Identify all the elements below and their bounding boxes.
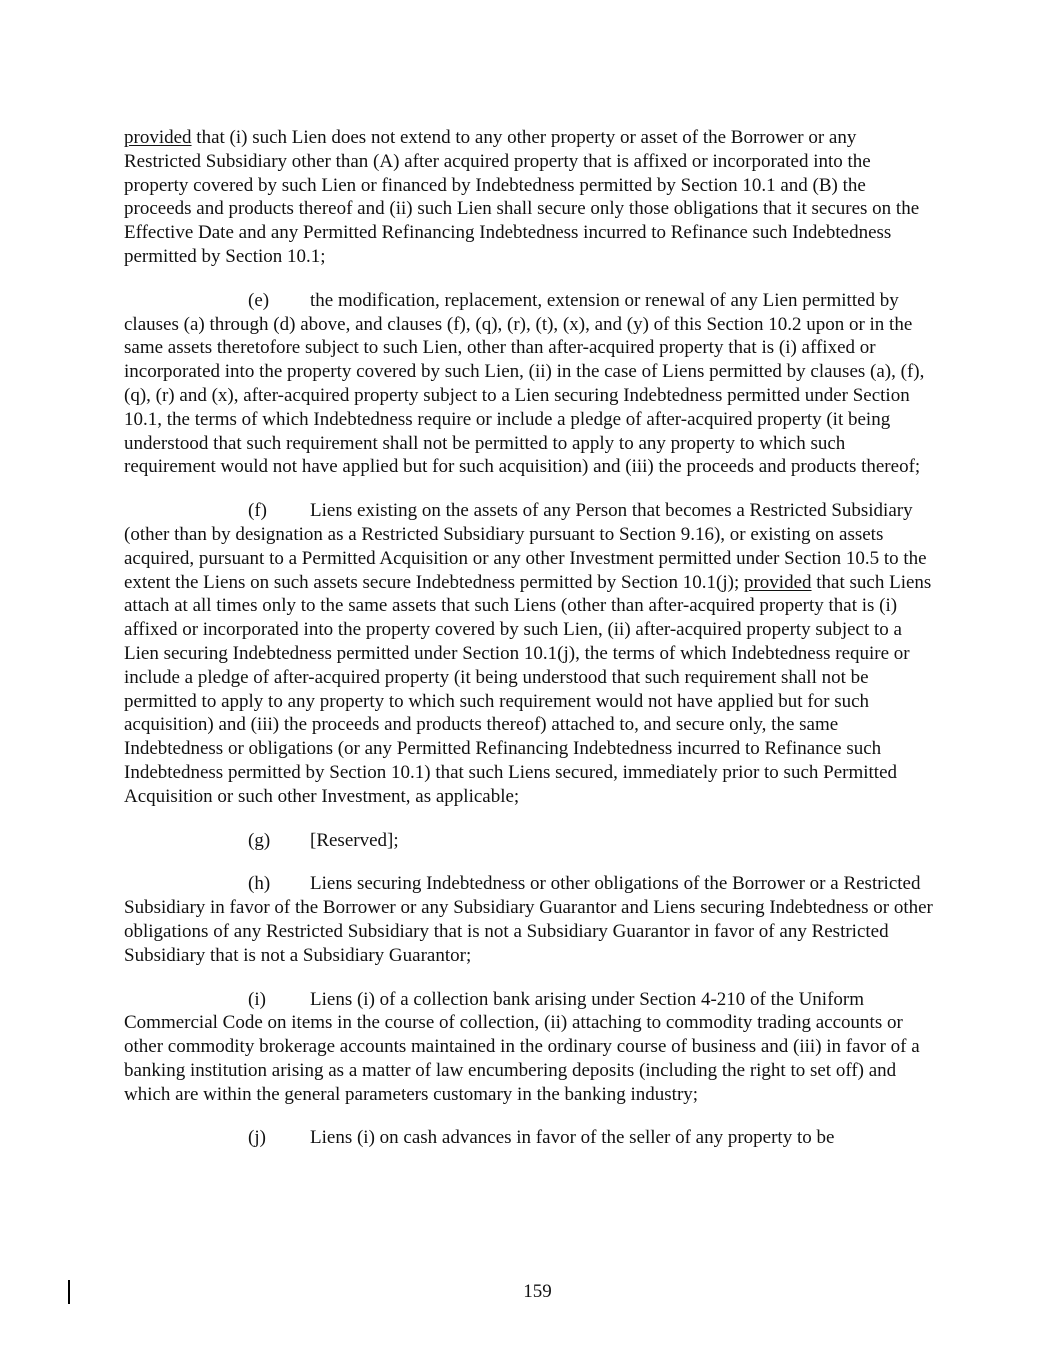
clause-label: (i) (248, 988, 266, 1010)
paragraph-text: that (i) such Lien does not extend to any other property or asset of the Borrower or any Restricted Subsidiary other than (A) after acquired property that is affixed or incorporated into the property covered by such Lien or financed by Indebtedness permitted by Section 10.1 and (B) the proceeds and products thereof and (ii) such Lien shall secure only those obligations that it secures on the Effective Date and any Permitted Refinancing Indebtedness incurred to Refinance such Indebtedness permitted by Section 10.1; (124, 127, 920, 267)
paragraph-text: Liens (i) on cash advances in favor of the seller of any property to be (310, 1127, 835, 1149)
paragraph-g (124, 829, 934, 853)
paragraph-j (124, 1126, 934, 1150)
clause-label: (f) (248, 500, 267, 522)
paragraph-text: the modification, replacement, extension or renewal of any Lien permitted by clauses (a) through (d) above, and clauses (f), (q), (r), (t), (x), and (y) of this Section 10.2 upon or in the same assets theretofore subject to such Lien, other than after-acquired property that is (i) affixed or incorporated into the property covered by such Lien, (ii) in the case of Liens permitted by clauses (a), (f), (q), (r) and (x), after-acquired property subject to a Lien securing Indebtedness permitted under Section 10.1, the terms of which Indebtedness require or include a pledge of after-acquired property (it being understood that such requirement shall not be permitted to apply to any property to which such requirement would not have applied but for such acquisition) and (iii) the proceeds and products thereof; (124, 289, 925, 478)
paragraph-f (124, 499, 934, 808)
paragraph-d-continuation (124, 126, 934, 269)
clause-label: (g) (248, 829, 271, 851)
document-body (124, 126, 934, 1170)
paragraph-i (124, 988, 934, 1107)
provided-underlined: provided (124, 127, 192, 148)
clause-label: (j) (248, 1127, 266, 1149)
provided-underlined: provided (743, 571, 812, 593)
paragraph-text: that such Liens attach at all times only to the same assets that such Liens (other than after-acquired property that is (i) affixed or incorporated into the property covered by such Lien, (ii) after-acquired property subject to a Lien securing Indebtedness permitted under Section 10.1(j), the terms of which Indebtedness require or include a pledge of after-acquired property (it being understood that such requirement shall not be permitted to apply to any property to which such requirement would not have applied but for such acquisition) and (iii) the proceeds and products thereof) attached to, and secure only, the same Indebtedness or obligations (or any Permitted Refinancing Indebtedness incurred to Refinance such Indebtedness permitted by Section 10.1) that such Liens secured, immediately prior to such Permitted Acquisition or such other Investment, as applicable; (124, 571, 932, 807)
paragraph-text: Liens (i) of a collection bank arising under Section 4-210 of the Uniform Commercial Code on items in the course of collection, (ii) attaching to commodity trading accounts or other commodity brokerage accounts maintained in the ordinary course of business and (iii) in favor of a banking institution arising as a matter of law encumbering deposits (including the right to set off) and which are within the general parameters customary in the banking industry; (124, 988, 920, 1105)
page-number: 159 (523, 1281, 552, 1302)
paragraph-text: [Reserved]; (310, 829, 399, 851)
clause-label: (h) (248, 873, 271, 895)
clause-label: (e) (248, 289, 270, 311)
paragraph-e (124, 289, 934, 479)
paragraph-text: Liens securing Indebtedness or other obligations of the Borrower or a Restricted Subsidiary in favor of the Borrower or any Subsidiary Guarantor and Liens securing Indebtedness or other obligations of any Restricted Subsidiary that is not a Subsidiary Guarantor in favor of any Restricted Subsidiary that is not a Subsidiary Guarantor; (124, 873, 933, 966)
paragraph-h (124, 872, 934, 967)
paragraph-text: Liens existing on the assets of any Person that becomes a Restricted Subsidiary (other than by designation as a Restricted Subsidiary pursuant to Section 9.16), or existing on assets acquired, pursuant to a Permitted Acquisition or any other Investment permitted under Section 10.5 to the extent the Liens on such assets secure Indebtedness permitted by Section 10.1(j); (124, 500, 927, 593)
